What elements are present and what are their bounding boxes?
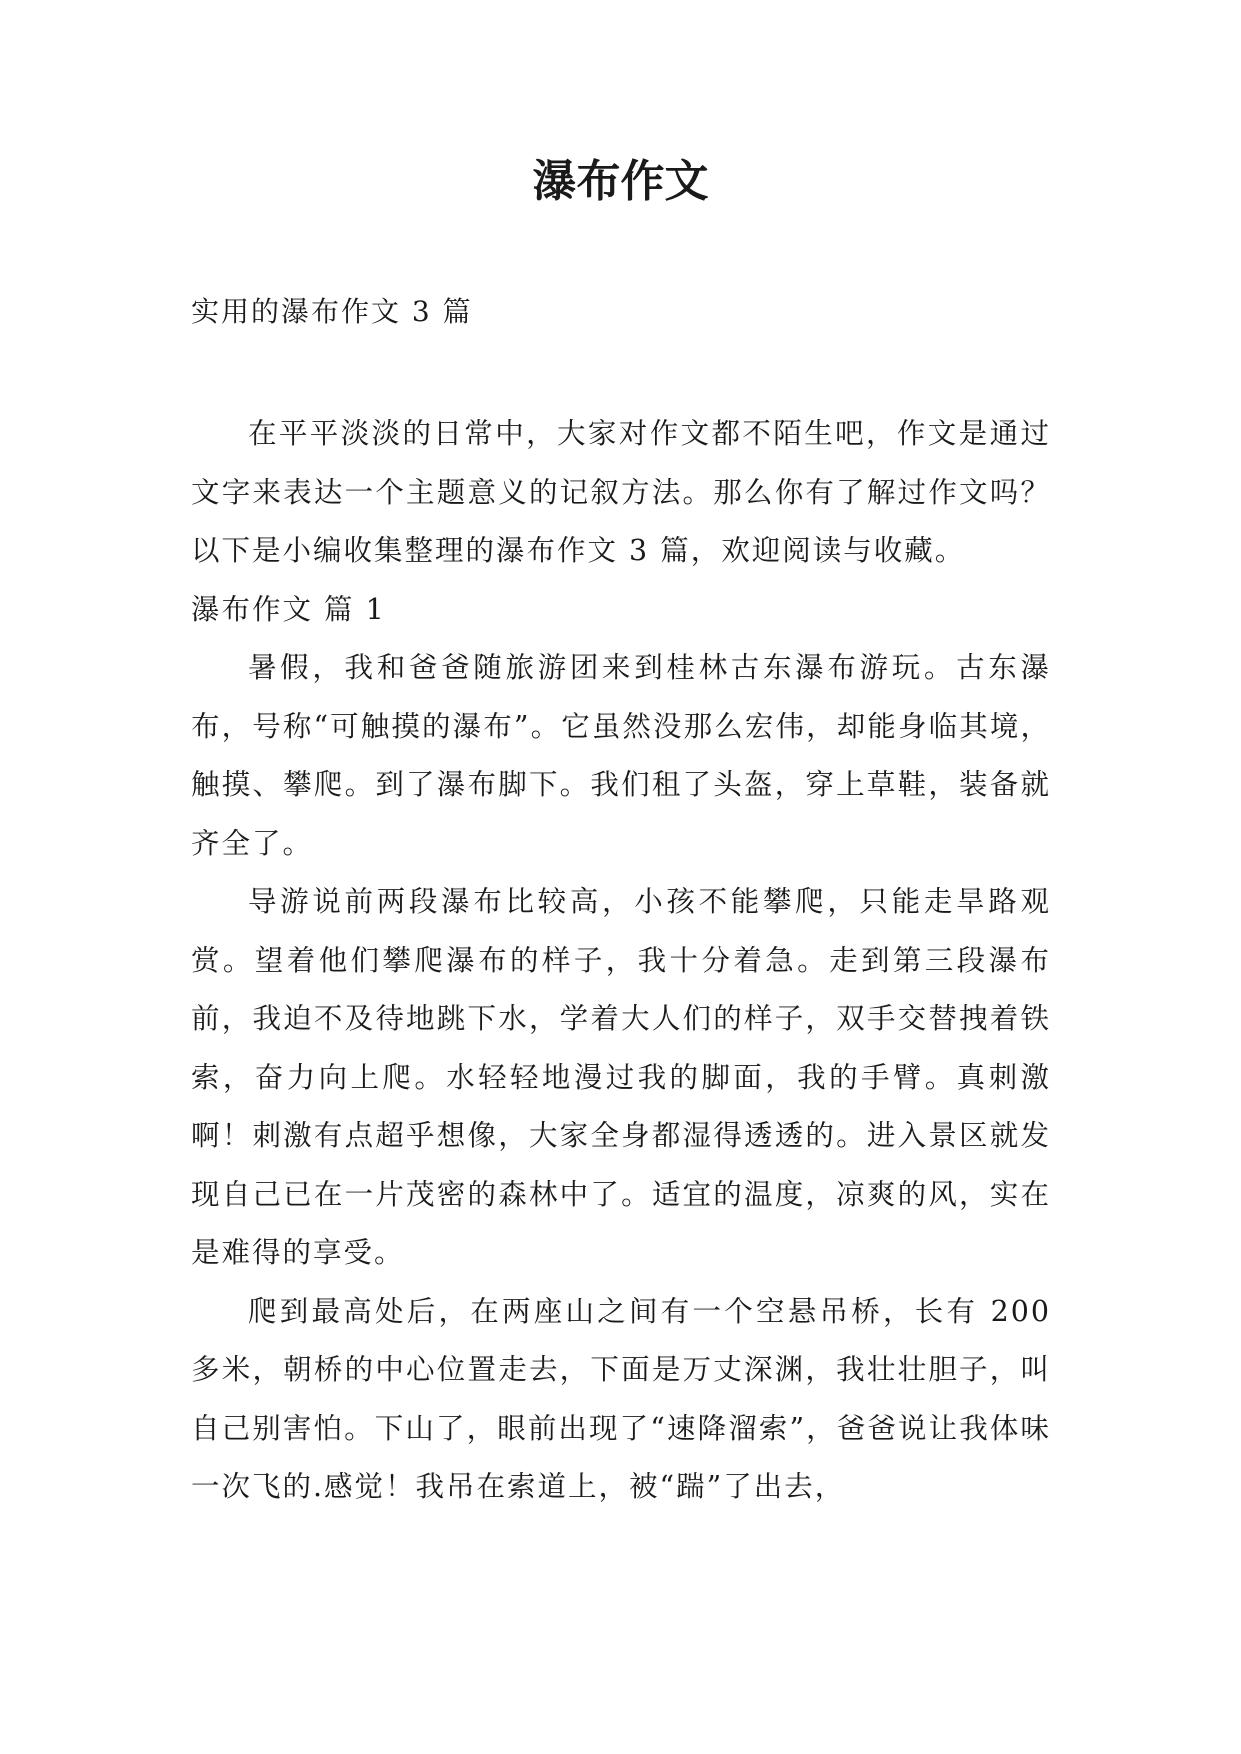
document-body: [191, 405, 1051, 1517]
document-subtitle: 实用的瀑布作文 3 篇: [191, 295, 473, 328]
document-title: 瀑布作文: [532, 156, 709, 207]
body-paragraph: 暑假，我和爸爸随旅游团来到桂林古东瀑布游玩。古东瀑布，号称“可触摸的瀑布”。它虽然没那么宏伟，却能身临其境，触摸、攀爬。到了瀑布脚下。我们租了头盔，穿上草鞋，装备就齐全了。: [191, 651, 1051, 860]
body-paragraph: 爬到最高处后，在两座山之间有一个空悬吊桥，长有 200 多米，朝桥的中心位置走去，下面是万丈深渊，我壮壮胆子，叫自己别害怕。下山了，眼前出现了“速降溜索”，爸爸说让我体味一次飞的.感觉！我吊在索道上，被“踹”了出去，: [191, 1294, 1051, 1503]
intro-paragraph: 在平平淡淡的日常中，大家对作文都不陌生吧，作文是通过文字来表达一个主题意义的记叙方法。那么你有了解过作文吗？以下是小编收集整理的瀑布作文 3 篇，欢迎阅读与收藏。: [191, 417, 1051, 567]
body-paragraph: 导游说前两段瀑布比较高，小孩不能攀爬，只能走旱路观赏。望着他们攀爬瀑布的样子，我十分着急。走到第三段瀑布前，我迫不及待地跳下水，学着大人们的样子，双手交替拽着铁索，奋力向上爬。水轻轻地漫过我的脚面，我的手臂。真刺激啊！刺激有点超乎想像，大家全身都湿得透透的。进入景区就发现自己已在一片茂密的森林中了。适宜的温度，凉爽的风，实在是难得的享受。: [191, 885, 1051, 1269]
section-heading: 瀑布作文 篇 1: [191, 592, 386, 626]
